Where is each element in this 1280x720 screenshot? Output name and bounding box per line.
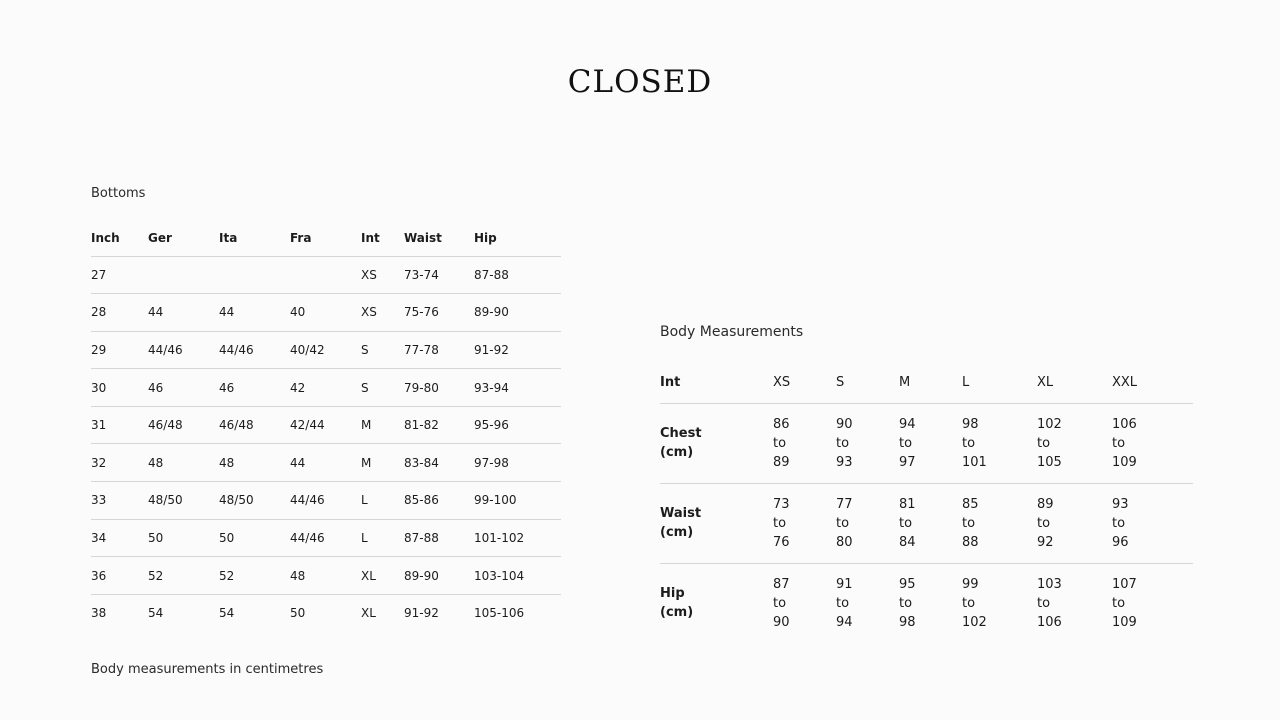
table-cell: 48/50 (219, 482, 290, 520)
range-line: to (773, 515, 787, 531)
table-cell: 33 (91, 482, 148, 520)
table-cell: 36 (91, 557, 148, 595)
brand-logo: CLOSED (567, 64, 713, 100)
table-cell: 34 (91, 519, 148, 557)
table-cell: 97-98 (474, 444, 561, 482)
table-cell: 46/48 (148, 406, 219, 444)
range-line: 81 (899, 496, 916, 512)
range-line: 102 (1037, 416, 1062, 432)
measurement-range-cell (1037, 403, 1112, 483)
measurement-range-cell (1112, 563, 1193, 643)
range-line: to (836, 435, 850, 451)
range-line: 94 (836, 614, 853, 630)
row-label (660, 483, 773, 563)
table-cell (290, 256, 361, 294)
range-line: to (1112, 435, 1126, 451)
table-cell: S (361, 331, 404, 369)
table-cell: 91-92 (404, 606, 439, 621)
table-cell: 38 (91, 606, 107, 621)
range-line: 107 (1112, 576, 1137, 592)
table-cell: 44 (219, 294, 290, 332)
row-label (660, 403, 773, 483)
row-label-line: Waist (660, 506, 702, 521)
table-cell: 50 (148, 519, 219, 557)
table-cell: 103-104 (474, 557, 561, 595)
table-row (660, 403, 1193, 483)
measurement-range-cell (773, 403, 836, 483)
table-row (91, 369, 561, 407)
table-cell: 101-102 (474, 519, 561, 557)
column-header-xs: XS (773, 362, 836, 403)
table-row (91, 482, 561, 520)
range-line: 105 (1037, 454, 1062, 470)
range-line: 96 (1112, 534, 1129, 550)
row-label-line: (cm) (660, 445, 694, 460)
table-cell: 40 (290, 294, 361, 332)
measurement-range-cell (899, 483, 962, 563)
range-line: 98 (962, 416, 979, 432)
measurement-range-cell (836, 403, 899, 483)
table-cell: 87-88 (404, 519, 474, 557)
measurement-range-cell (899, 563, 962, 643)
table-cell: 48 (148, 444, 219, 482)
table-cell: XS (361, 256, 404, 294)
column-header-inch: Inch (91, 220, 148, 256)
range-line: to (773, 595, 787, 611)
column-header-xl: XL (1037, 362, 1112, 403)
table-cell: 105-106 (474, 606, 525, 621)
column-header-m: M (899, 362, 962, 403)
measurement-range-cell (836, 483, 899, 563)
range-line: to (773, 435, 787, 451)
range-line: 87 (773, 576, 790, 592)
row-label-line: (cm) (660, 605, 694, 621)
body-measurements-title: Body Measurements (660, 324, 804, 340)
column-header-l: L (962, 362, 1037, 403)
table-cell (148, 256, 219, 294)
range-line: to (1037, 435, 1051, 451)
row-label (660, 563, 773, 643)
body-measurements-table (660, 362, 1193, 643)
table-cell: 46 (148, 369, 219, 407)
range-line: to (836, 515, 850, 531)
table-cell: 75-76 (404, 294, 474, 332)
table-cell: 54 (148, 606, 164, 621)
table-cell: L (361, 482, 404, 520)
measurement-range-cell (962, 403, 1037, 483)
range-line: to (899, 435, 913, 451)
row-label-line: Chest (660, 426, 702, 441)
table-cell: 29 (91, 331, 148, 369)
column-header-hip: Hip (474, 220, 561, 256)
table-cell: 77-78 (404, 331, 474, 369)
range-line: to (899, 515, 913, 531)
table-cell: 83-84 (404, 444, 474, 482)
table-cell: 87-88 (474, 256, 561, 294)
range-line: 102 (962, 614, 987, 630)
range-line: to (962, 435, 976, 451)
column-header-xxl: XXL (1112, 362, 1193, 403)
table-row (91, 294, 561, 332)
table-header-row (660, 362, 1193, 403)
range-line: 76 (773, 534, 790, 550)
range-line: 85 (962, 496, 979, 512)
table-cell: 30 (91, 369, 148, 407)
table-row (91, 331, 561, 369)
range-line: to (1037, 515, 1051, 531)
table-cell: 44/46 (148, 331, 219, 369)
table-cell: XL (361, 557, 404, 595)
column-header-s: S (836, 362, 899, 403)
table-header-row (91, 220, 561, 256)
range-line: to (1037, 595, 1051, 611)
table-cell: 27 (91, 256, 148, 294)
table-cell: 44/46 (219, 331, 290, 369)
table-cell: 93-94 (474, 369, 561, 407)
bottoms-size-table (91, 220, 561, 632)
table-cell: 44/46 (290, 519, 361, 557)
table-cell: 42 (290, 369, 361, 407)
range-line: 90 (836, 416, 853, 432)
table-row (91, 444, 561, 482)
table-cell: S (361, 369, 404, 407)
table-cell: 95-96 (474, 406, 561, 444)
table-cell: 32 (91, 444, 148, 482)
table-row (91, 519, 561, 557)
range-line: 93 (836, 454, 853, 470)
table-cell: 91-92 (474, 331, 561, 369)
table-cell: 52 (148, 557, 219, 595)
range-line: 93 (1112, 496, 1129, 512)
range-line: to (899, 595, 913, 611)
table-cell: XL (361, 606, 376, 621)
range-line: 73 (773, 496, 790, 512)
measurement-range-cell (1037, 563, 1112, 643)
range-line: 95 (899, 576, 916, 592)
row-label-line: Hip (660, 586, 685, 602)
measurement-range-cell (1112, 403, 1193, 483)
range-line: 106 (1037, 614, 1062, 630)
table-cell: 50 (290, 606, 306, 621)
table-row (660, 563, 1193, 643)
measurement-range-cell (1112, 483, 1193, 563)
table-cell: 40/42 (290, 331, 361, 369)
range-line: to (1112, 595, 1126, 611)
bottoms-title: Bottoms (91, 186, 146, 201)
table-cell: 81-82 (404, 406, 474, 444)
table-cell: 48 (219, 444, 290, 482)
table-cell: 48/50 (148, 482, 219, 520)
table-cell: 46/48 (219, 406, 290, 444)
range-line: 84 (899, 534, 916, 550)
row-label-line: (cm) (660, 525, 694, 540)
column-header-fra: Fra (290, 220, 361, 256)
column-header-int: Int (660, 362, 773, 403)
table-cell: 31 (91, 406, 148, 444)
column-header-ger: Ger (148, 220, 219, 256)
table-row (91, 594, 561, 632)
range-line: 98 (899, 614, 916, 630)
range-line: 77 (836, 496, 853, 512)
range-line: 94 (899, 416, 916, 432)
table-cell: 50 (219, 519, 290, 557)
range-line: 86 (773, 416, 790, 432)
range-line: 101 (962, 454, 987, 470)
table-cell: 73-74 (404, 256, 474, 294)
measurement-range-cell (1037, 483, 1112, 563)
range-line: 103 (1037, 576, 1062, 592)
table-cell: 48 (290, 557, 361, 595)
measurement-range-cell (962, 483, 1037, 563)
range-line: to (962, 595, 976, 611)
range-line: 109 (1112, 454, 1137, 470)
table-cell: 44 (290, 444, 361, 482)
measurement-range-cell (962, 563, 1037, 643)
range-line: 80 (836, 534, 853, 550)
measurement-range-cell (836, 563, 899, 643)
table-cell: 46 (219, 369, 290, 407)
table-row (91, 557, 561, 595)
table-cell: 44/46 (290, 482, 361, 520)
range-line: 97 (899, 454, 916, 470)
range-line: to (1112, 515, 1126, 531)
measurement-footnote: Body measurements in centimetres (91, 662, 324, 677)
table-cell: 99-100 (474, 482, 561, 520)
table-cell: 42/44 (290, 406, 361, 444)
table-row (91, 256, 561, 294)
range-line: 89 (1037, 496, 1054, 512)
range-line: 91 (836, 576, 853, 592)
measurement-range-cell (773, 563, 836, 643)
column-header-waist: Waist (404, 220, 474, 256)
table-cell: 89-90 (404, 557, 474, 595)
table-row (91, 406, 561, 444)
measurement-range-cell (899, 403, 962, 483)
column-header-ita: Ita (219, 220, 290, 256)
table-cell: 44 (148, 294, 219, 332)
range-line: to (962, 515, 976, 531)
table-cell: 89-90 (474, 294, 561, 332)
range-line: 88 (962, 534, 979, 550)
table-cell: 79-80 (404, 369, 474, 407)
range-line: 89 (773, 454, 790, 470)
range-line: 90 (773, 614, 790, 630)
range-line: 92 (1037, 534, 1054, 550)
range-line: to (836, 595, 850, 611)
table-cell: L (361, 519, 404, 557)
table-row (660, 483, 1193, 563)
column-header-int: Int (361, 220, 404, 256)
table-cell: 28 (91, 294, 148, 332)
table-cell: XS (361, 294, 404, 332)
table-cell: 52 (219, 557, 290, 595)
table-cell: M (361, 406, 404, 444)
table-cell: 54 (219, 606, 235, 621)
range-line: 109 (1112, 614, 1137, 630)
table-cell: M (361, 444, 404, 482)
measurement-range-cell (773, 483, 836, 563)
range-line: 99 (962, 576, 979, 592)
table-cell: 85-86 (404, 482, 474, 520)
table-cell (219, 256, 290, 294)
range-line: 106 (1112, 416, 1137, 432)
